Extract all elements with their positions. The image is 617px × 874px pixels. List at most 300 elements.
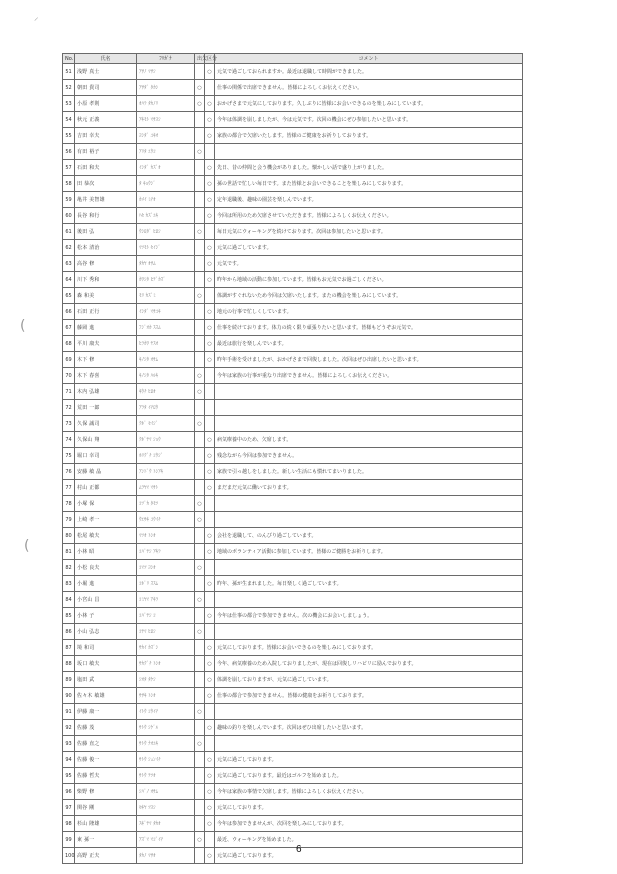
cell-no: 93 — [63, 736, 75, 752]
cell-att — [195, 848, 205, 864]
cell-div: ○ — [205, 352, 215, 368]
cell-att — [195, 784, 205, 800]
cell-div — [205, 288, 215, 304]
cell-com: 昨年手術を受けましたが、おかげさまで回復しました。次回はぜひ出席したいと思います。 — [215, 352, 523, 368]
cell-div: ○ — [205, 640, 215, 656]
cell-att — [195, 448, 205, 464]
cell-name: 小原 孝則 — [75, 96, 137, 112]
cell-div: ○ — [205, 240, 215, 256]
cell-div: ○ — [205, 64, 215, 80]
cell-att: ○ — [195, 416, 205, 432]
cell-com: 昨年、孫が生まれました。毎日楽しく過ごしています。 — [215, 576, 523, 592]
cell-no: 100 — [63, 848, 75, 864]
cell-no: 88 — [63, 656, 75, 672]
cell-att: ○ — [195, 832, 205, 848]
cell-com — [215, 512, 523, 528]
cell-com: 元気です。 — [215, 256, 523, 272]
cell-com: 元気に過ごしております。最近はゴルフを始めました。 — [215, 768, 523, 784]
roster-body — [63, 64, 523, 864]
cell-name: 上崎 孝一 — [75, 512, 137, 528]
cell-div — [205, 832, 215, 848]
cell-com: 孫の世話で忙しい毎日です。また皆様とお会いできることを楽しみにしております。 — [215, 176, 523, 192]
cell-div — [205, 496, 215, 512]
cell-com: 今回は所用のため欠席させていただきます。皆様によろしくお伝えください。 — [215, 208, 523, 224]
cell-name: 亀井 美智雄 — [75, 192, 137, 208]
cell-div — [205, 368, 215, 384]
cell-com: 家族で引っ越しをしました。新しい生活にも慣れてまいりました。 — [215, 464, 523, 480]
cell-com — [215, 704, 523, 720]
cell-div: ○ — [205, 112, 215, 128]
cell-name: 境 和司 — [75, 640, 137, 656]
cell-div: ○ — [205, 192, 215, 208]
cell-com: 地域のボランティア活動に参加しています。皆様のご健勝をお祈りします。 — [215, 544, 523, 560]
cell-div: ○ — [205, 320, 215, 336]
cell-yomi: ｺﾔﾏ ﾋﾛｼ — [137, 624, 195, 640]
cell-no: 63 — [63, 256, 75, 272]
table-row — [63, 752, 523, 768]
table-row — [63, 416, 523, 432]
cell-yomi: ｺﾊﾞﾔｼ ｱｷﾗ — [137, 544, 195, 560]
cell-att: ○ — [195, 96, 205, 112]
cell-div: ○ — [205, 608, 215, 624]
cell-yomi: ｻｶｲ ｶｽﾞｼ — [137, 640, 195, 656]
cell-att — [195, 432, 205, 448]
cell-com: 今年は参加できませんが、次回を楽しみにしております。 — [215, 816, 523, 832]
cell-div: ○ — [205, 784, 215, 800]
cell-no: 90 — [63, 688, 75, 704]
cell-no: 65 — [63, 288, 75, 304]
cell-yomi: ｲｼﾀﾞ ﾏｻﾕｷ — [137, 304, 195, 320]
cell-no: 51 — [63, 64, 75, 80]
cell-att — [195, 480, 205, 496]
cell-att — [195, 656, 205, 672]
cell-att: ○ — [195, 384, 205, 400]
cell-com: 会社を退職して、のんびり過ごしています。 — [215, 528, 523, 544]
cell-att: ○ — [195, 368, 205, 384]
table-row — [63, 672, 523, 688]
cell-att — [195, 352, 205, 368]
cell-div: ○ — [205, 304, 215, 320]
cell-att: ○ — [195, 144, 205, 160]
cell-div: ○ — [205, 720, 215, 736]
cell-no: 59 — [63, 192, 75, 208]
table-row — [63, 368, 523, 384]
cell-att — [195, 608, 205, 624]
cell-att — [195, 128, 205, 144]
table-row — [63, 256, 523, 272]
cell-yomi: ｱｻﾉ ﾏｻｼ — [137, 64, 195, 80]
cell-yomi: ﾀｶﾉ ﾏｻｵ — [137, 848, 195, 864]
cell-yomi: ｼｵﾀ ﾀｹｼ — [137, 672, 195, 688]
cell-com — [215, 384, 523, 400]
cell-div — [205, 560, 215, 576]
cell-yomi: ｺﾐﾔﾏ ｱｷﾗ — [137, 592, 195, 608]
cell-com — [215, 400, 523, 416]
cell-att — [195, 816, 205, 832]
cell-yomi: ｻﾄｳ ﾅｵﾕｷ — [137, 736, 195, 752]
cell-com: おかげさまで元気にしております。久しぶりに皆様にお会いできるのを楽しみにしています。 — [215, 96, 523, 112]
table-row — [63, 128, 523, 144]
cell-yomi: ｶﾒｲ ﾐﾁｵ — [137, 192, 195, 208]
cell-att — [195, 272, 205, 288]
cell-no: 66 — [63, 304, 75, 320]
cell-att — [195, 464, 205, 480]
cell-name: 森 和美 — [75, 288, 137, 304]
cell-name: 佐藤 直之 — [75, 736, 137, 752]
cell-no: 98 — [63, 816, 75, 832]
cell-div: ○ — [205, 752, 215, 768]
table-row — [63, 560, 523, 576]
cell-name: 小林 子 — [75, 608, 137, 624]
table-row — [63, 448, 523, 464]
table-row — [63, 720, 523, 736]
cell-div: ○ — [205, 96, 215, 112]
cell-com: 元気に過ごしております。 — [215, 848, 523, 864]
cell-yomi: ｽｷﾞﾔﾏ ﾀｶｵ — [137, 816, 195, 832]
cell-name: 佐藤 茂 — [75, 720, 137, 736]
cell-no: 83 — [63, 576, 75, 592]
cell-yomi: ｶﾜｼﾀ ﾋﾃﾞｶｽﾞ — [137, 272, 195, 288]
cell-yomi: ｱﾝﾄﾞｳ ﾄｼｱｷ — [137, 464, 195, 480]
cell-com: 今年は仕事の都合で参加できません。次の機会にお会いしましょう。 — [215, 608, 523, 624]
cell-div: ○ — [205, 176, 215, 192]
cell-no: 68 — [63, 336, 75, 352]
cell-yomi: ｱｽﾞﾏ ﾏｺﾞｲﾁ — [137, 832, 195, 848]
cell-com: 病気療養中のため、欠席します。 — [215, 432, 523, 448]
cell-com: 元気に過ごしています。 — [215, 240, 523, 256]
cell-no: 87 — [63, 640, 75, 656]
cell-div — [205, 80, 215, 96]
table-row — [63, 848, 523, 864]
cell-div: ○ — [205, 544, 215, 560]
header-comment: コメント — [215, 54, 523, 64]
cell-name: 村山 正都 — [75, 480, 137, 496]
cell-no: 64 — [63, 272, 75, 288]
cell-att: ○ — [195, 496, 205, 512]
cell-div: ○ — [205, 800, 215, 816]
cell-com: 家族の都合で欠席いたします。皆様のご健康をお祈りしております。 — [215, 128, 523, 144]
cell-div — [205, 512, 215, 528]
cell-com: 元気に過ごしております。 — [215, 752, 523, 768]
scan-mark: ( — [24, 538, 30, 554]
cell-att: ○ — [195, 224, 205, 240]
cell-name: 柴野 修 — [75, 784, 137, 800]
cell-com: まだまだ元気に働いております。 — [215, 480, 523, 496]
cell-att: ○ — [195, 592, 205, 608]
table-row — [63, 656, 523, 672]
cell-yomi: ｺﾏﾂ ﾖｼｵ — [137, 560, 195, 576]
table-row — [63, 192, 523, 208]
cell-att — [195, 752, 205, 768]
cell-no: 71 — [63, 384, 75, 400]
cell-name: 堀口 幸司 — [75, 448, 137, 464]
cell-att — [195, 720, 205, 736]
cell-com: 今年は家族の行事が重なり出席できません。皆様によろしくお伝えください。 — [215, 368, 523, 384]
cell-no: 97 — [63, 800, 75, 816]
cell-div: ○ — [205, 768, 215, 784]
cell-com — [215, 592, 523, 608]
cell-yomi: ｸﾎﾞﾔﾏ ｼｮｳ — [137, 432, 195, 448]
cell-no: 96 — [63, 784, 75, 800]
cell-no: 74 — [63, 432, 75, 448]
cell-att — [195, 64, 205, 80]
cell-yomi: ｲﾄｳ ｺｳｲﾁ — [137, 704, 195, 720]
cell-att — [195, 672, 205, 688]
cell-yomi: ｻﾄｳ ｼｭﾝｲﾁ — [137, 752, 195, 768]
table-row — [63, 304, 523, 320]
cell-no: 52 — [63, 80, 75, 96]
cell-att — [195, 336, 205, 352]
cell-no: 78 — [63, 496, 75, 512]
cell-yomi: ｱｷﾓﾄ ﾏｻﾖｼ — [137, 112, 195, 128]
cell-no: 56 — [63, 144, 75, 160]
cell-com: 定年退職後、趣味の園芸を楽しんでいます。 — [215, 192, 523, 208]
cell-div: ○ — [205, 848, 215, 864]
cell-name: 小宮山 昌 — [75, 592, 137, 608]
cell-yomi: ｲｼﾀﾞ ｶｽﾞｵ — [137, 160, 195, 176]
cell-com — [215, 416, 523, 432]
cell-div: ○ — [205, 576, 215, 592]
cell-name: 吉田 幸夫 — [75, 128, 137, 144]
cell-name: 小山 弘志 — [75, 624, 137, 640]
table-header-row — [63, 54, 523, 64]
cell-no: 70 — [63, 368, 75, 384]
cell-name: 石田 和夫 — [75, 160, 137, 176]
cell-div: ○ — [205, 528, 215, 544]
cell-no: 72 — [63, 400, 75, 416]
table-row — [63, 384, 523, 400]
cell-att — [195, 768, 205, 784]
header-yomi: ﾌﾘｶﾞﾅ — [137, 54, 195, 64]
cell-name: 久保 誠司 — [75, 416, 137, 432]
cell-div: ○ — [205, 128, 215, 144]
cell-yomi: ﾏﾂﾓﾄ ｾｲｼﾞ — [137, 240, 195, 256]
cell-name: 秋元 正義 — [75, 112, 137, 128]
table-row — [63, 800, 523, 816]
cell-no: 76 — [63, 464, 75, 480]
table-row — [63, 288, 523, 304]
table-row — [63, 176, 523, 192]
cell-name: 高野 正夫 — [75, 848, 137, 864]
cell-att — [195, 400, 205, 416]
cell-com: 元気にしております。皆様にお会いできるのを楽しみにしております。 — [215, 640, 523, 656]
cell-no: 95 — [63, 768, 75, 784]
cell-com: 仕事を続けております。体力の続く限り頑張りたいと思います。皆様もどうぞお元気で。 — [215, 320, 523, 336]
cell-name: 木内 弘雄 — [75, 384, 137, 400]
cell-no: 75 — [63, 448, 75, 464]
table-row — [63, 144, 523, 160]
cell-div — [205, 736, 215, 752]
cell-name: 久保山 翔 — [75, 432, 137, 448]
cell-com: 元気にしております。 — [215, 800, 523, 816]
table-row — [63, 528, 523, 544]
cell-com: 昨年から地域の活動に参加しています。皆様もお元気でお過ごしください。 — [215, 272, 523, 288]
cell-no: 91 — [63, 704, 75, 720]
table-row — [63, 240, 523, 256]
cell-name: 後田 弘 — [75, 224, 137, 240]
cell-att — [195, 240, 205, 256]
table-row — [63, 272, 523, 288]
cell-yomi: ｻｻｷ ﾄｼｵ — [137, 688, 195, 704]
cell-att — [195, 544, 205, 560]
scan-mark: ⸝ — [34, 13, 39, 23]
cell-yomi: ﾀ ｷｮｳｼﾞ — [137, 176, 195, 192]
table-row — [63, 464, 523, 480]
cell-att: ○ — [195, 704, 205, 720]
cell-att — [195, 688, 205, 704]
cell-att — [195, 800, 205, 816]
table-row — [63, 736, 523, 752]
cell-att — [195, 576, 205, 592]
cell-yomi: ｻﾄｳ ﾃﾂｵ — [137, 768, 195, 784]
cell-div: ○ — [205, 672, 215, 688]
cell-com — [215, 496, 523, 512]
cell-att — [195, 176, 205, 192]
table-row — [63, 704, 523, 720]
cell-name: 田 恭次 — [75, 176, 137, 192]
cell-yomi: ｸﾎﾞ ｾｲｼﾞ — [137, 416, 195, 432]
cell-name: 朝田 貴司 — [75, 80, 137, 96]
cell-att: ○ — [195, 736, 205, 752]
table-row — [63, 400, 523, 416]
cell-div — [205, 384, 215, 400]
cell-no: 77 — [63, 480, 75, 496]
cell-no: 79 — [63, 512, 75, 528]
cell-name: 東 孫一 — [75, 832, 137, 848]
cell-yomi: ｷﾉｼﾀ ｵｻﾑ — [137, 352, 195, 368]
cell-yomi: ﾑﾗﾔﾏ ﾏｻﾄ — [137, 480, 195, 496]
header-attend: 出欠 — [195, 54, 205, 64]
table-row — [63, 512, 523, 528]
table-row — [63, 688, 523, 704]
cell-name: 坂口 敏夫 — [75, 656, 137, 672]
cell-no: 53 — [63, 96, 75, 112]
cell-div: ○ — [205, 448, 215, 464]
cell-yomi: ｷｳﾁ ﾋﾛｵ — [137, 384, 195, 400]
cell-yomi: ﾌｼﾞｵｶ ｽｽﾑ — [137, 320, 195, 336]
cell-yomi: ｺﾊﾞﾔｼ ｺ — [137, 608, 195, 624]
cell-div: ○ — [205, 336, 215, 352]
cell-div — [205, 416, 215, 432]
cell-name: 石田 正行 — [75, 304, 137, 320]
cell-att — [195, 160, 205, 176]
cell-yomi: ﾊｾ ｶｽﾞﾕｷ — [137, 208, 195, 224]
cell-div: ○ — [205, 432, 215, 448]
cell-div: ○ — [205, 688, 215, 704]
cell-att — [195, 528, 205, 544]
cell-yomi: ｻﾄｳ ｼｹﾞﾙ — [137, 720, 195, 736]
cell-com: 地元の行事で忙しくしています。 — [215, 304, 523, 320]
cell-att — [195, 320, 205, 336]
cell-name: 高谷 修 — [75, 256, 137, 272]
cell-no: 54 — [63, 112, 75, 128]
cell-div: ○ — [205, 256, 215, 272]
cell-com: 仕事の関係で出席できません。皆様によろしくお伝えください。 — [215, 80, 523, 96]
cell-div: ○ — [205, 208, 215, 224]
cell-yomi: ｷﾉｼﾀ ﾊﾙｷ — [137, 368, 195, 384]
cell-yomi: ﾋﾗｶﾜ ﾔｽｵ — [137, 336, 195, 352]
cell-name: 佐藤 俊一 — [75, 752, 137, 768]
cell-name: 藤岡 進 — [75, 320, 137, 336]
cell-div: ○ — [205, 272, 215, 288]
cell-no: 86 — [63, 624, 75, 640]
cell-yomi: ｺﾂﾞｶ ﾀﾓﾂ — [137, 496, 195, 512]
table-row — [63, 64, 523, 80]
cell-yomi: ﾎﾘｸﾞﾁ ｺｳｼﾞ — [137, 448, 195, 464]
cell-name: 平川 康夫 — [75, 336, 137, 352]
cell-div: ○ — [205, 480, 215, 496]
cell-com: 体調を崩しておりますが、元気に過ごしています。 — [215, 672, 523, 688]
table-row — [63, 80, 523, 96]
cell-div: ○ — [205, 656, 215, 672]
cell-com: 最近、ウォーキングを始めました。 — [215, 832, 523, 848]
header-no: No. — [63, 54, 75, 64]
cell-no: 82 — [63, 560, 75, 576]
cell-name: 荒田 一郎 — [75, 400, 137, 416]
table-row — [63, 336, 523, 352]
cell-div: ○ — [205, 464, 215, 480]
table-row — [63, 224, 523, 240]
cell-no: 61 — [63, 224, 75, 240]
cell-name: 松本 清治 — [75, 240, 137, 256]
cell-no: 62 — [63, 240, 75, 256]
cell-com: 今年は家族の事情で欠席します。皆様によろしくお伝えください。 — [215, 784, 523, 800]
cell-name: 佐々木 敏雄 — [75, 688, 137, 704]
cell-yomi: ｱﾘﾀ ﾕｳｺ — [137, 144, 195, 160]
table-row — [63, 496, 523, 512]
cell-yomi: ﾏﾂｵ ﾄｼｵ — [137, 528, 195, 544]
cell-no: 84 — [63, 592, 75, 608]
cell-name: 長谷 和行 — [75, 208, 137, 224]
cell-name: 川下 秀和 — [75, 272, 137, 288]
cell-com: 元気で過ごしておられますか。最近は退職して時間ができました。 — [215, 64, 523, 80]
cell-yomi: ｱｻﾀﾞ ﾀｶｼ — [137, 80, 195, 96]
cell-name: 小堀 進 — [75, 576, 137, 592]
cell-com: 今年は体調を崩しましたが、今は元気です。次回の機会にぜひ参加したいと思います。 — [215, 112, 523, 128]
cell-com — [215, 736, 523, 752]
header-name: 氏名 — [75, 54, 137, 64]
cell-att: ○ — [195, 80, 205, 96]
cell-name: 小松 良夫 — [75, 560, 137, 576]
cell-name: 松尾 敏夫 — [75, 528, 137, 544]
cell-att — [195, 640, 205, 656]
cell-com — [215, 624, 523, 640]
cell-no: 80 — [63, 528, 75, 544]
table-row — [63, 784, 523, 800]
cell-yomi: ｵﾊﾗ ﾀｶﾉﾘ — [137, 96, 195, 112]
cell-no: 73 — [63, 416, 75, 432]
cell-name: 有田 裕子 — [75, 144, 137, 160]
cell-att: ○ — [195, 512, 205, 528]
cell-div — [205, 624, 215, 640]
cell-com: 最近は旅行を楽しんでいます。 — [215, 336, 523, 352]
cell-att: ○ — [195, 560, 205, 576]
table-row — [63, 320, 523, 336]
cell-name: 杉山 隆雄 — [75, 816, 137, 832]
cell-att — [195, 192, 205, 208]
cell-name: 塩田 武 — [75, 672, 137, 688]
cell-att — [195, 112, 205, 128]
cell-com: 先日、昔の仲間と会う機会がありました。懐かしい話で盛り上がりました。 — [215, 160, 523, 176]
cell-name: 浅野 真士 — [75, 64, 137, 80]
cell-att: ○ — [195, 288, 205, 304]
table-row — [63, 432, 523, 448]
cell-no: 67 — [63, 320, 75, 336]
cell-div — [205, 400, 215, 416]
table-row — [63, 112, 523, 128]
cell-com: 今年、病気療養のため入院しておりましたが、現在は回復しリハビリに励んでおります。 — [215, 656, 523, 672]
table-row — [63, 96, 523, 112]
